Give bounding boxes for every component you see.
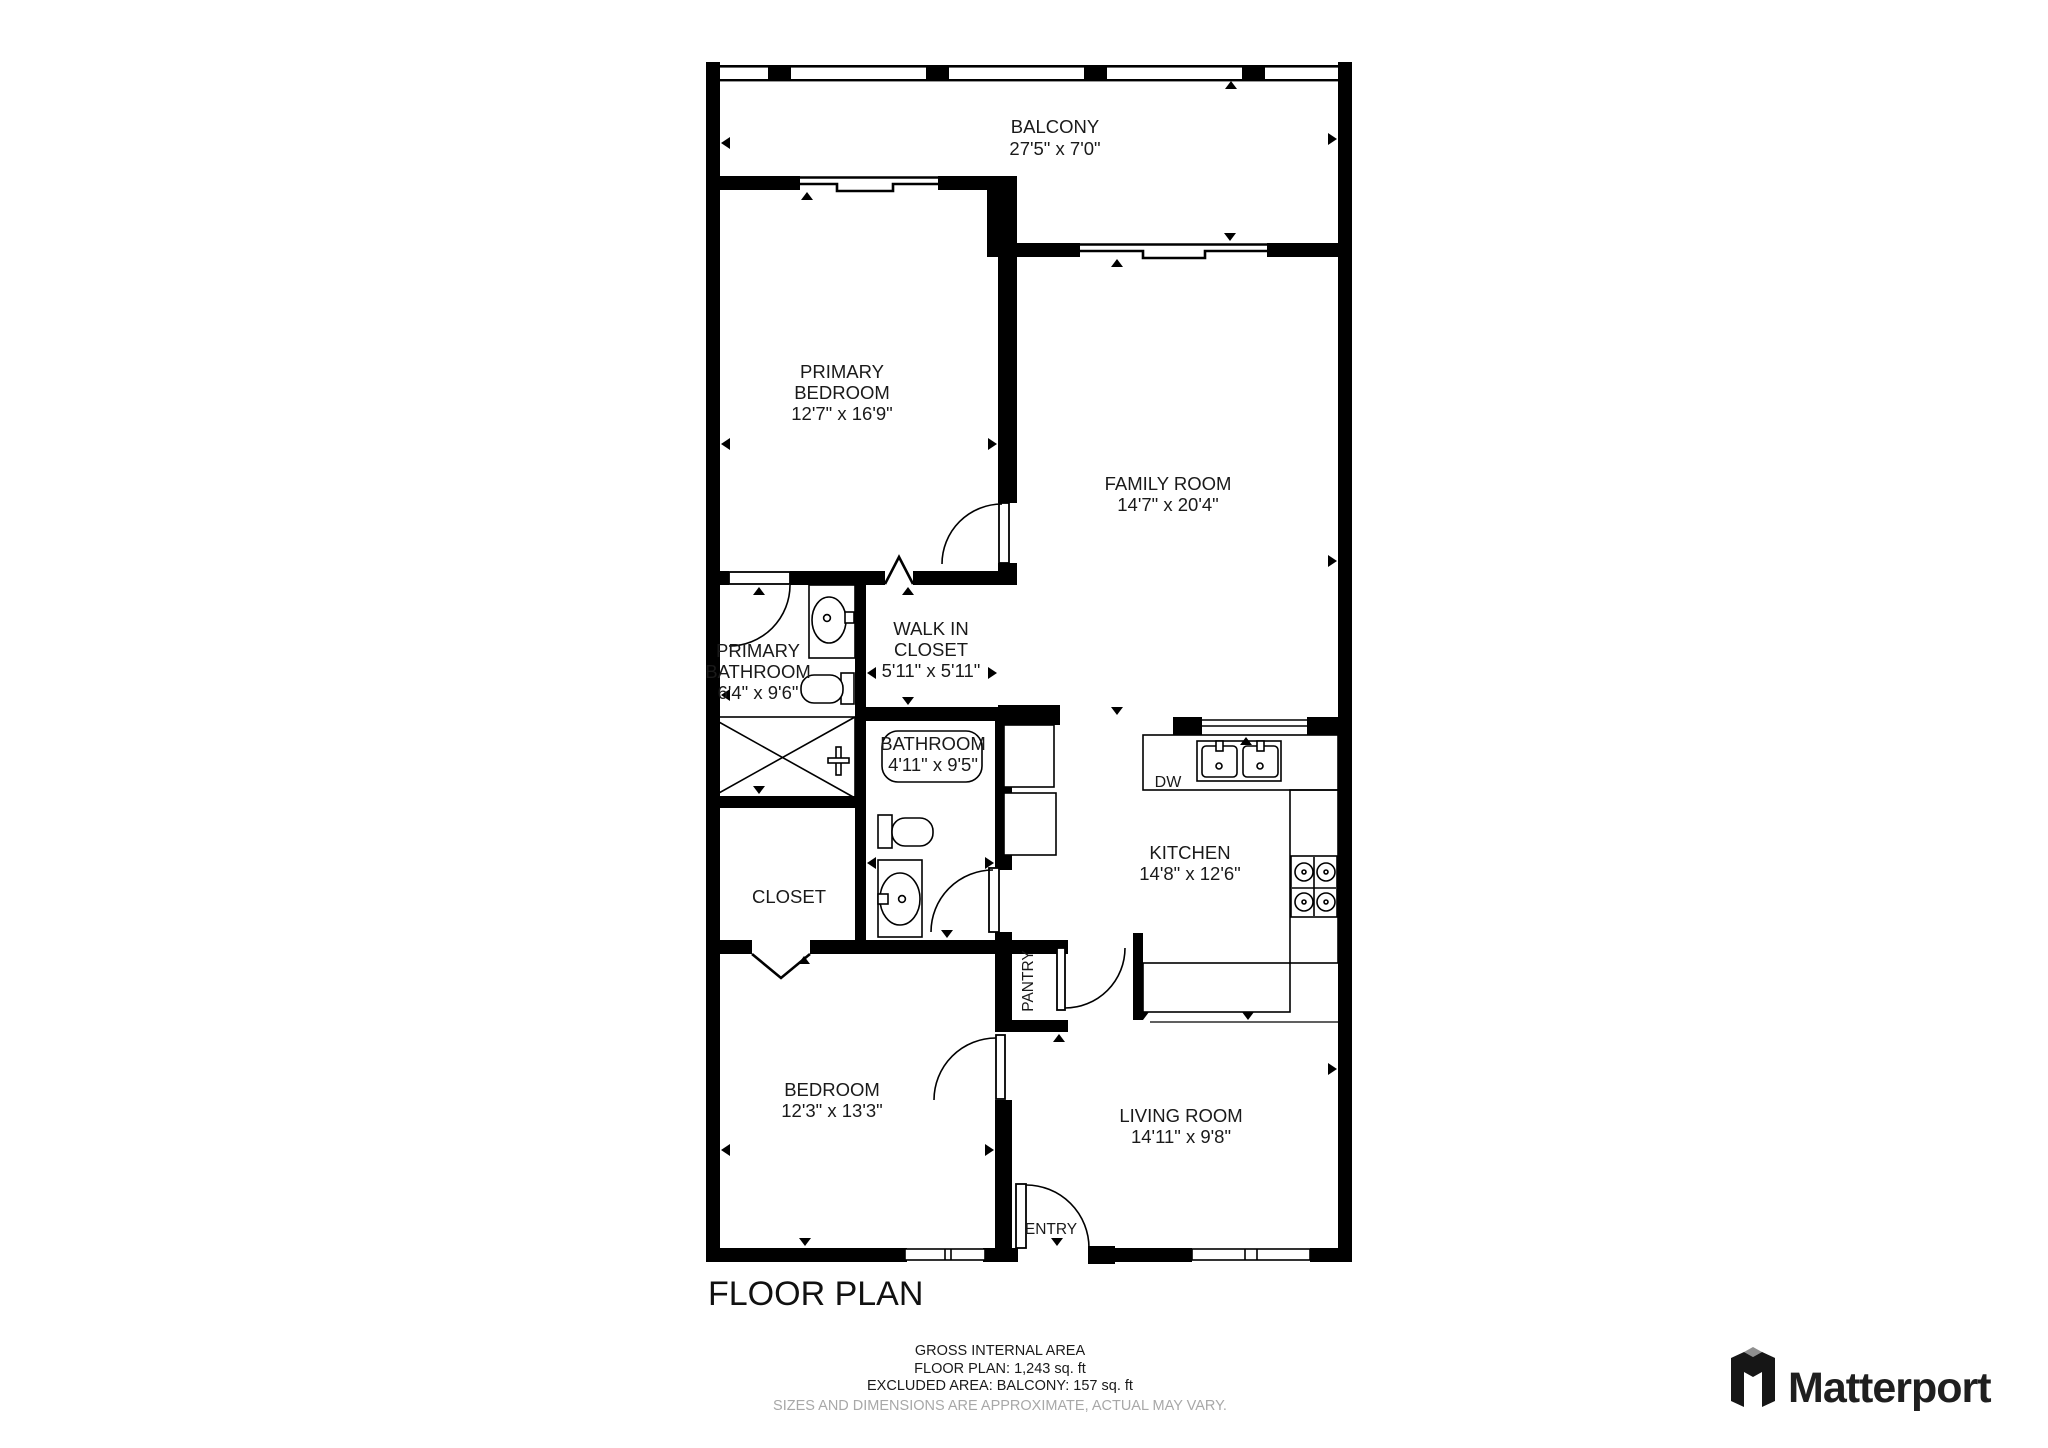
door-bathroom — [931, 868, 999, 932]
summary-floor-plan-area: FLOOR PLAN: 1,243 sq. ft — [914, 1361, 1086, 1377]
wall-segment — [706, 176, 800, 190]
wall-segment — [995, 1100, 1012, 1262]
window-bedroom — [905, 1249, 985, 1260]
wall-segment — [983, 1248, 1018, 1262]
wall-segment — [1017, 243, 1080, 257]
family-room-dims: 14'7" x 20'4" — [1117, 494, 1219, 515]
vanity-bathroom — [878, 860, 922, 937]
faucet-primary-bathroom — [845, 612, 854, 623]
dishwasher-label: DW — [1154, 774, 1182, 791]
arrow-right-icon — [1328, 1063, 1337, 1075]
arrow-up-icon — [801, 192, 813, 200]
arrow-down-icon — [1242, 1012, 1254, 1020]
wall-segment — [1267, 243, 1338, 257]
bedroom-label: BEDROOM — [784, 1079, 880, 1100]
door-primary-bathroom — [729, 572, 790, 646]
arrow-down-icon — [1051, 1238, 1063, 1246]
arrow-left-icon — [721, 1144, 730, 1156]
walk-in-closet-dims: 5'11" x 5'11" — [881, 660, 981, 681]
cooktop — [1291, 856, 1337, 917]
wall-segment — [1173, 717, 1202, 735]
wall-segment — [1115, 1248, 1192, 1262]
balcony-rail-post — [1242, 66, 1265, 80]
room-labels — [705, 116, 1242, 1238]
summary-excluded-area: EXCLUDED AREA: BALCONY: 157 sq. ft — [867, 1378, 1133, 1394]
wall-segment — [995, 932, 1012, 954]
kitchen-peninsula — [1143, 963, 1290, 1012]
arrow-down-icon — [753, 786, 765, 794]
area-summary — [773, 1343, 1227, 1414]
living-room-label: LIVING ROOM — [1119, 1105, 1243, 1126]
refrigerator — [1004, 725, 1054, 787]
wall-segment — [1088, 1246, 1115, 1264]
arrow-up-icon — [798, 956, 810, 964]
drain-primary-bathroom — [824, 615, 831, 622]
family-room-label: FAMILY ROOM — [1104, 473, 1232, 494]
summary-heading: GROSS INTERNAL AREA — [914, 1343, 1086, 1359]
door-primary-bedroom — [942, 503, 1009, 564]
wall-segment — [706, 571, 729, 585]
window-family-room-step — [1080, 251, 1267, 258]
arrow-right-icon — [985, 1144, 994, 1156]
entry-label: ENTRY — [1024, 1221, 1078, 1238]
wall-segment — [1310, 1248, 1338, 1262]
arrow-right-icon — [988, 438, 997, 450]
wall-segment — [913, 571, 998, 585]
primary-bedroom-label: PRIMARY — [800, 361, 884, 382]
arrow-right-icon — [988, 667, 997, 679]
wall-segment — [938, 176, 987, 190]
arrow-up-icon — [1225, 81, 1237, 89]
arrow-down-icon — [902, 697, 914, 705]
matterport-logo — [1731, 1347, 1991, 1412]
door-pantry — [1057, 948, 1125, 1010]
wall-segment — [790, 571, 885, 585]
wall-segment — [995, 1020, 1068, 1032]
window-primary-bedroom-step — [800, 184, 938, 191]
door-bedroom — [934, 1035, 1005, 1100]
arrow-up-icon — [1111, 259, 1123, 267]
balcony-label: BALCONY — [1010, 116, 1100, 137]
opening-closet-doors — [752, 954, 810, 978]
closet-label: CLOSET — [751, 886, 827, 907]
arrow-up-icon — [753, 587, 765, 595]
kitchen-sink — [1197, 741, 1281, 781]
arrow-down-icon — [799, 1238, 811, 1246]
primary-bedroom-dims: 12'7" x 16'9" — [791, 403, 893, 424]
arrow-down-icon — [1111, 707, 1123, 715]
wall-segment — [855, 571, 866, 954]
walk-in-closet-label: WALK IN — [893, 618, 969, 639]
window-living-room — [1192, 1249, 1310, 1260]
wall-segment — [1307, 717, 1338, 735]
wall-right — [1338, 62, 1352, 1262]
balcony-rail-post — [1084, 66, 1107, 80]
toilet-bathroom — [878, 815, 933, 848]
pantry-label: PANTRY — [1020, 950, 1037, 1012]
arrow-up-icon — [902, 587, 914, 595]
arrow-left-icon — [721, 438, 730, 450]
wall-segment — [998, 563, 1017, 585]
primary-bathroom-label: PRIMARY — [716, 640, 800, 661]
primary-bathroom-dims: 6'4" x 9'6" — [717, 682, 799, 703]
arrow-left-icon — [867, 857, 876, 869]
arrow-right-icon — [1328, 555, 1337, 567]
kitchen-label: KITCHEN — [1149, 842, 1231, 863]
balcony-rail-post — [768, 66, 791, 80]
matterport-logo-icon — [1731, 1347, 1775, 1407]
wall-segment — [998, 257, 1017, 503]
arrow-right-icon — [1328, 133, 1337, 145]
wall-segment — [855, 707, 998, 721]
walk-in-closet-label: CLOSET — [893, 639, 969, 660]
arrow-left-icon — [867, 667, 876, 679]
kitchen-dims: 14'8" x 12'6" — [1139, 863, 1241, 884]
arrow-down-icon — [1224, 233, 1236, 241]
opening-walk-in-closet — [885, 557, 913, 584]
wall-segment — [1133, 933, 1143, 1020]
arrow-up-icon — [1053, 1034, 1065, 1042]
living-room-dims: 14'11" x 9'8" — [1130, 1126, 1232, 1147]
page-title: FLOOR PLAN — [708, 1275, 924, 1313]
wall-corner-block — [987, 176, 1017, 257]
arrow-left-icon — [721, 137, 730, 149]
shower-primary-bathroom — [710, 717, 855, 798]
arrow-down-icon — [941, 930, 953, 938]
doors — [729, 503, 1125, 1248]
wall-segment — [706, 940, 752, 954]
primary-bathroom-label: BATHROOM — [705, 661, 811, 682]
bedroom-dims: 12'3" x 13'3" — [781, 1100, 883, 1121]
kitchen-cabinet — [1004, 793, 1056, 855]
bathroom-dims: 4'11" x 9'5" — [888, 754, 978, 775]
primary-bedroom-label: BEDROOM — [794, 382, 890, 403]
bathroom-label: BATHROOM — [880, 733, 986, 754]
balcony-rail-post — [926, 66, 949, 80]
summary-disclaimer: SIZES AND DIMENSIONS ARE APPROXIMATE, ACTUAL MAY VARY. — [773, 1398, 1227, 1414]
balcony-dims: 27'5" x 7'0" — [1009, 138, 1101, 159]
opening-kitchen-passthrough — [1202, 720, 1307, 726]
wall-segment — [706, 1248, 907, 1262]
matterport-logo-text: Matterport — [1788, 1364, 1991, 1412]
